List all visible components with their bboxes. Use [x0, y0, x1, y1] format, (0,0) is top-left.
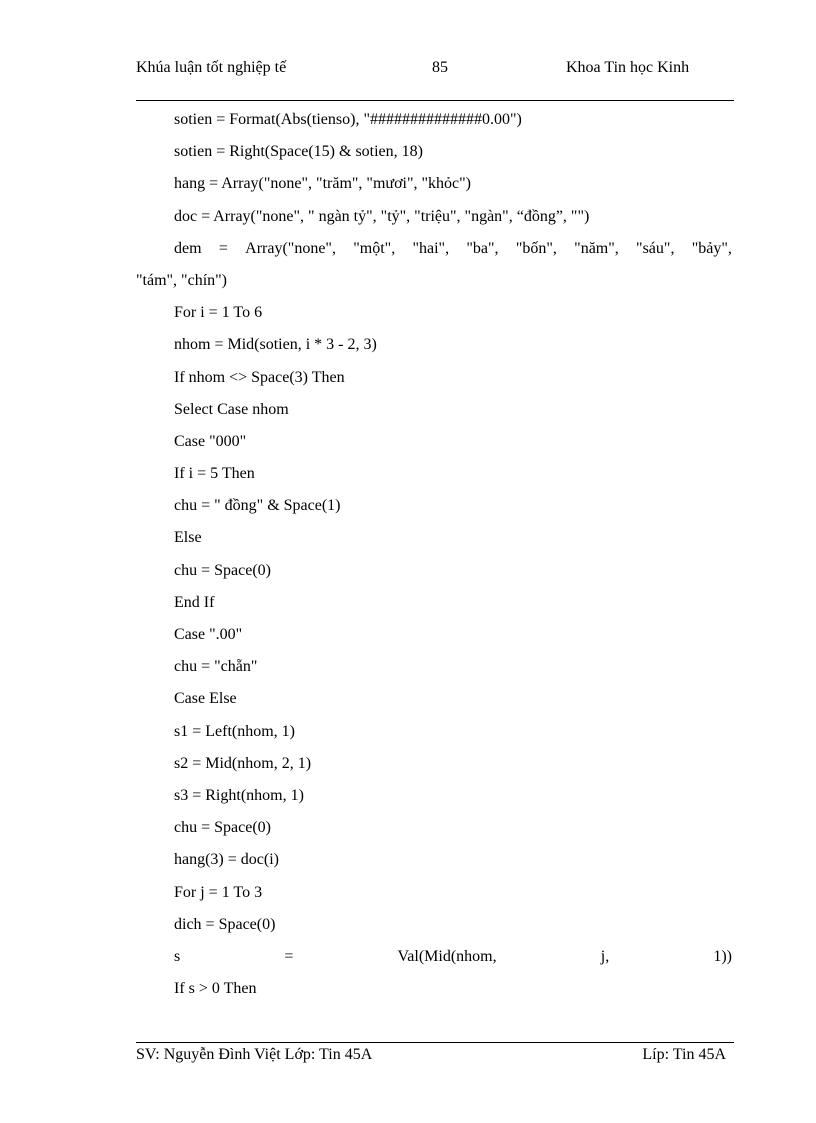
code-line [136, 941, 732, 973]
code-token: "bảy", [691, 239, 732, 257]
code-token: "bốn", [515, 239, 557, 257]
code-line: doc = Array("none", " ngàn tỷ", "tỷ", "triệu", "ngàn", “đồng”, "") [174, 207, 590, 225]
footer-student-info: SV: Nguyễn Đình Việt Lớp: Tin 45A [136, 1046, 373, 1063]
header-divider [136, 100, 734, 101]
code-token: j, [600, 947, 610, 965]
code-line: hang(3) = doc(i) [174, 851, 279, 869]
code-line: dich = Space(0) [174, 915, 276, 933]
header-thesis-title: Khúa luận tốt nghiệp tế [136, 59, 287, 76]
code-line: Case "000" [174, 432, 247, 450]
code-line: If i = 5 Then [174, 465, 255, 483]
code-line: chu = " đồng" & Space(1) [174, 497, 341, 515]
footer-divider [136, 1042, 734, 1043]
page-footer [136, 1044, 734, 1068]
header-page-number: 85 [432, 59, 448, 76]
code-line: nhom = Mid(sotien, i * 3 - 2, 3) [174, 336, 377, 354]
code-line: chu = Space(0) [174, 819, 271, 837]
code-token: "sáu", [636, 239, 675, 257]
code-line: If nhom <> Space(3) Then [174, 368, 345, 386]
code-line: sotien = Right(Space(15) & sotien, 18) [174, 143, 423, 161]
code-line: s2 = Mid(nhom, 2, 1) [174, 754, 312, 772]
code-token: "hai", [412, 239, 450, 257]
code-token: = [218, 239, 228, 257]
code-token: s [174, 947, 181, 965]
code-line: If s > 0 Then [174, 980, 257, 998]
code-token: = [284, 947, 294, 965]
code-line: s3 = Right(nhom, 1) [174, 786, 304, 804]
code-token: "một", [353, 239, 396, 257]
footer-class: Líp: Tin 45A [642, 1046, 726, 1063]
code-token: dem [174, 239, 202, 257]
code-line: Case ".00" [174, 626, 243, 643]
code-line: chu = Space(0) [174, 561, 271, 579]
code-line: "tám", "chín") [136, 271, 227, 289]
code-line: For j = 1 To 3 [174, 883, 263, 901]
code-line [136, 233, 732, 265]
code-line: hang = Array("none", "trăm", "mươi", "khỏc") [174, 175, 472, 193]
code-token: "năm", [574, 239, 619, 257]
code-line: End If [174, 593, 215, 611]
code-token: Val(Mid(nhom, [397, 947, 497, 965]
code-token: Array("none", [245, 239, 336, 257]
code-listing [136, 104, 732, 1005]
code-line: Case Else [174, 690, 237, 708]
code-line: For i = 1 To 6 [174, 304, 263, 322]
code-line: s1 = Left(nhom, 1) [174, 722, 295, 740]
code-token: 1)) [713, 947, 732, 965]
header-faculty: Khoa Tin học Kinh [566, 59, 690, 76]
page-header [136, 58, 734, 102]
code-token: "ba", [466, 239, 499, 257]
code-line: sotien = Format(Abs(tienso), "##############0.00") [174, 111, 522, 128]
code-line: Select Case nhom [174, 400, 289, 418]
code-line: Else [174, 529, 202, 547]
code-line: chu = "chẵn" [174, 658, 258, 676]
